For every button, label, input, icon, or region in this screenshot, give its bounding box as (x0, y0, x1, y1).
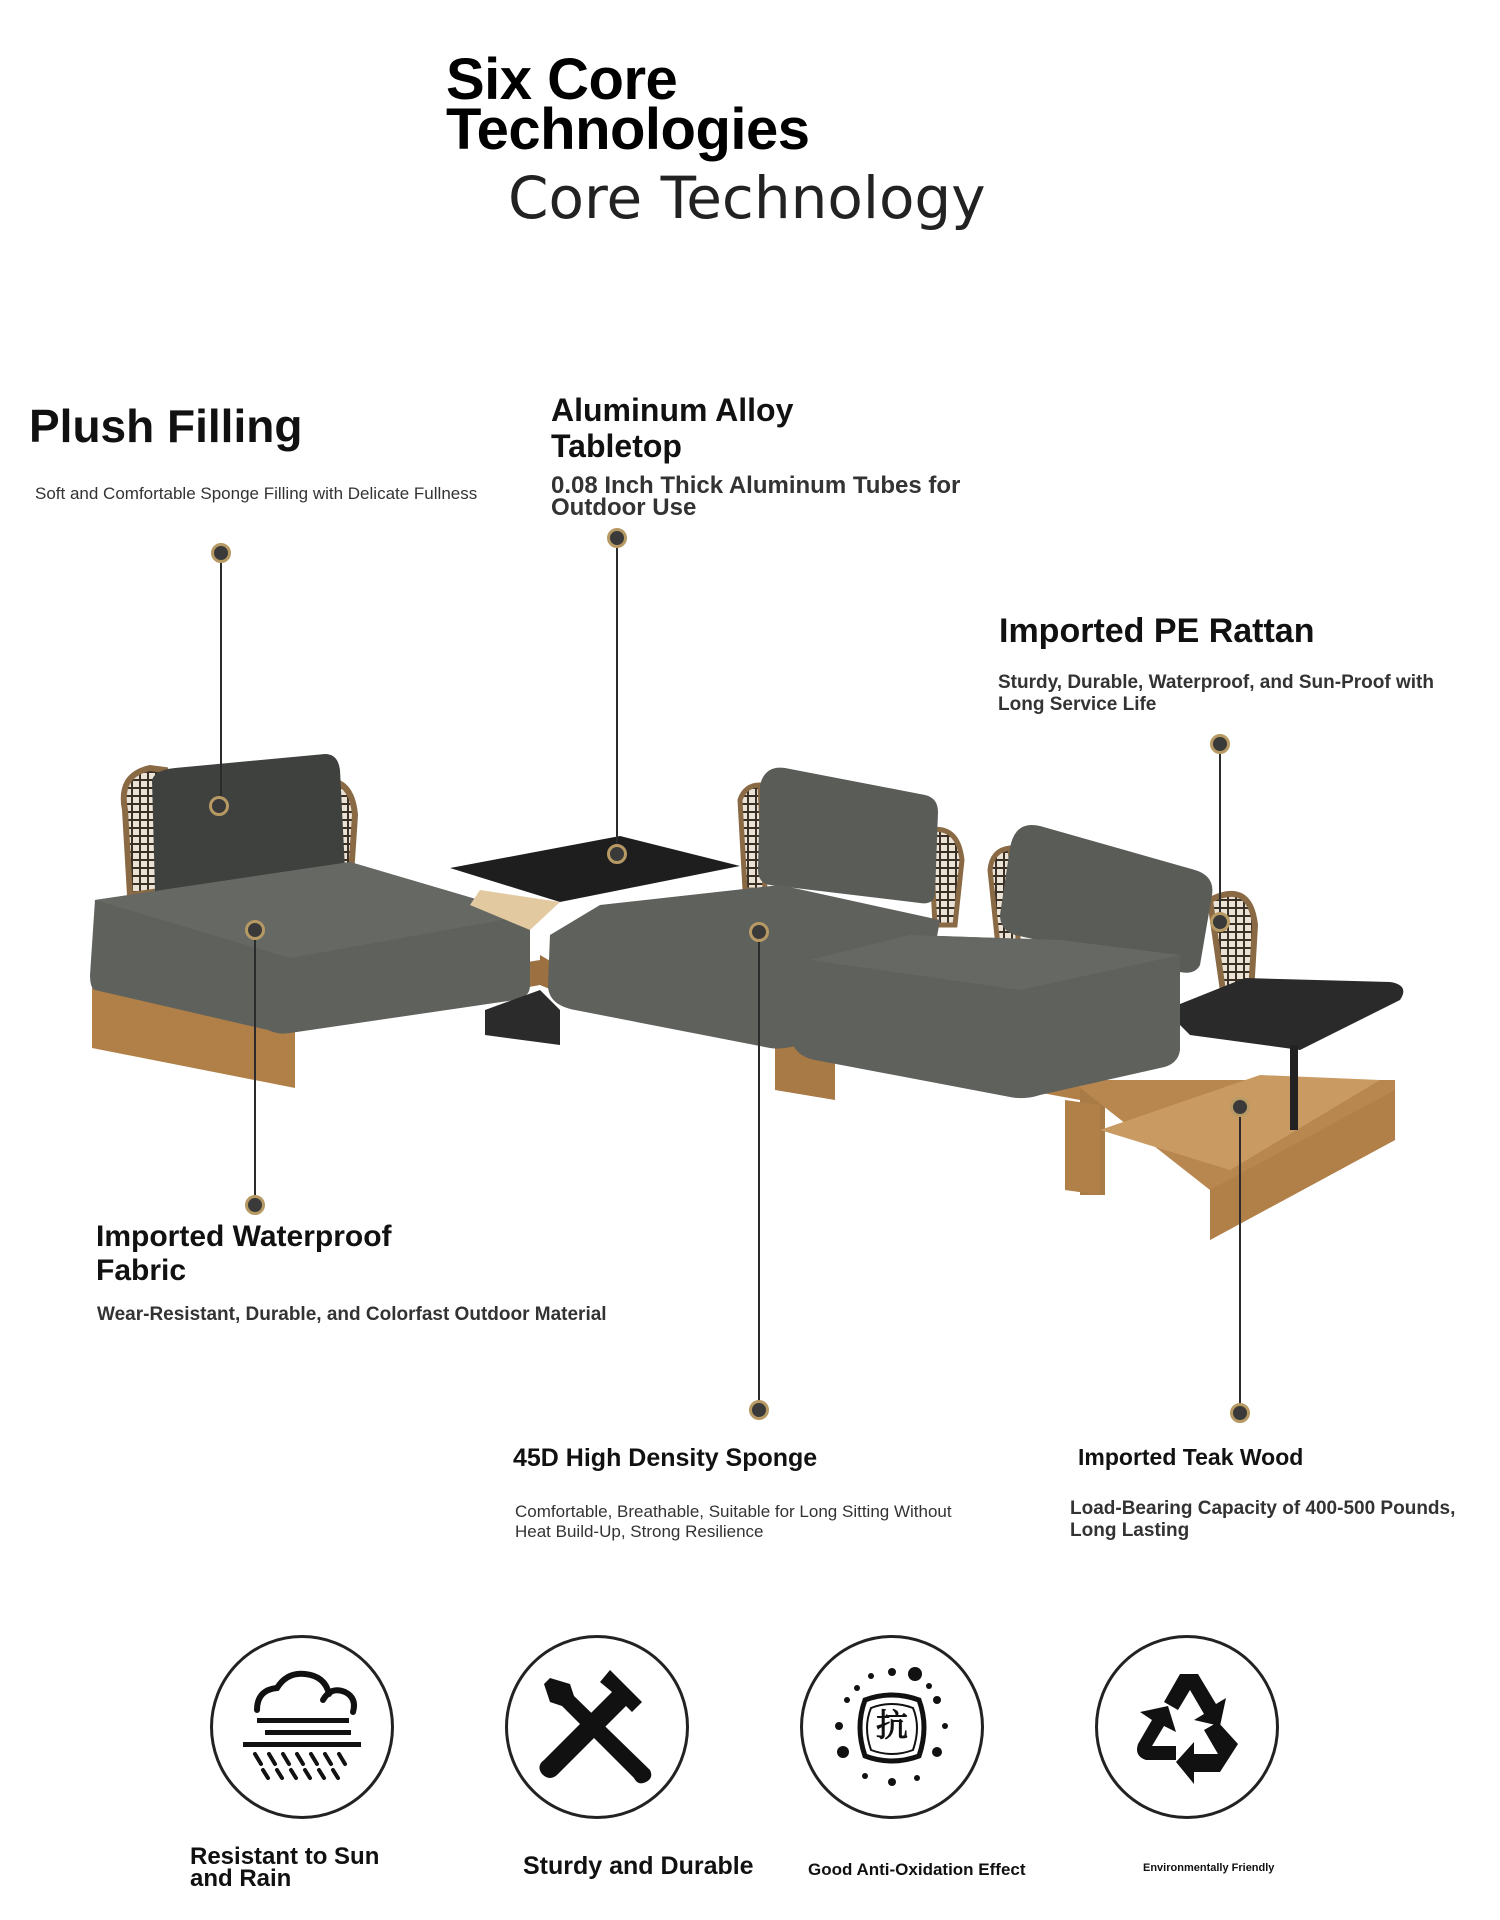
page-title-line1: Six Core (446, 47, 678, 112)
callout-dot-alloy-bottom (607, 844, 627, 864)
sun-rain-icon (235, 1660, 369, 1794)
feature-description: Soft and Comfortable Sponge Filling with Delicate Fullness (35, 484, 478, 503)
callout-line-fabric (254, 930, 256, 1205)
callout-dot-alloy-top (607, 528, 627, 548)
callout-dot-rattan-bottom (1210, 912, 1230, 932)
badge-sturdy (505, 1635, 689, 1819)
feature-title-line1: Aluminum Alloy (551, 392, 794, 428)
callout-dot-sponge-bottom (749, 1400, 769, 1420)
feature-title-line1: Imported Waterproof (96, 1220, 392, 1253)
page-title-line2: Technologies (446, 97, 810, 162)
feature-high-density-sponge (500, 1440, 1040, 1560)
feature-description-line2: Long Lasting (1070, 1520, 1190, 1541)
feature-description-line1: Sturdy, Durable, Waterproof, and Sun-Proof with (998, 672, 1434, 693)
feature-aluminum-alloy (548, 392, 1048, 532)
tools-icon (530, 1660, 664, 1794)
callout-dot-plush-bottom (209, 796, 229, 816)
feature-description-line2: Long Service Life (998, 694, 1157, 715)
feature-title: Plush Filling (29, 400, 303, 452)
callout-dot-rattan-top (1210, 734, 1230, 754)
feature-description-line1: 0.08 Inch Thick Aluminum Tubes for (551, 472, 961, 499)
feature-description-line1: Comfortable, Breathable, Suitable for Long Sitting Without (515, 1502, 952, 1521)
feature-description-line1: Load-Bearing Capacity of 400-500 Pounds, (1070, 1498, 1456, 1519)
feature-description-line2: Outdoor Use (551, 494, 697, 521)
feature-plush-filling (22, 393, 522, 523)
feature-description: Wear-Resistant, Durable, and Colorfast Outdoor Material (97, 1304, 607, 1325)
badge-label-sun-rain (190, 1843, 380, 1892)
left-sofa-module (90, 754, 540, 1088)
badge-anti-oxidation (800, 1635, 984, 1819)
callout-dot-teak-top (1230, 1097, 1250, 1117)
feature-title-line2: Tabletop (551, 428, 682, 464)
callout-dot-plush-top (211, 543, 231, 563)
badge-label-line1: Resistant to Sun (190, 1843, 380, 1870)
badge-label-line2: and Rain (190, 1865, 292, 1892)
feature-title: Imported PE Rattan (999, 612, 1315, 650)
badge-label-anti-oxidation: Good Anti-Oxidation Effect (808, 1860, 1026, 1879)
recycle-icon (1120, 1660, 1254, 1794)
callout-line-rattan (1219, 744, 1221, 922)
feature-waterproof-fabric (92, 1218, 652, 1338)
badge-environmentally-friendly (1095, 1635, 1279, 1819)
callout-dot-fabric-bottom (245, 1195, 265, 1215)
feature-title-line2: Fabric (96, 1254, 187, 1287)
page-subtitle: Core Technology (508, 164, 986, 232)
feature-pe-rattan (995, 610, 1495, 720)
callout-line-teak (1239, 1107, 1241, 1413)
badge-label-environmentally-friendly: Environmentally Friendly (1143, 1862, 1275, 1874)
callout-line-plush (220, 553, 222, 806)
badge-label-sturdy: Sturdy and Durable (523, 1852, 754, 1880)
feature-teak-wood (1060, 1440, 1500, 1560)
feature-title: 45D High Density Sponge (513, 1444, 818, 1472)
callout-line-alloy (616, 538, 618, 854)
callout-dot-teak-bottom (1230, 1403, 1250, 1423)
feature-description-line2: Heat Build-Up, Strong Resilience (515, 1522, 764, 1541)
callout-dot-sponge-top (749, 922, 769, 942)
feature-title: Imported Teak Wood (1078, 1444, 1304, 1470)
badge-sun-rain (210, 1635, 394, 1819)
callout-line-sponge (758, 932, 760, 1410)
callout-dot-fabric-top (245, 920, 265, 940)
anti-oxidation-glyph: 抗 (875, 1706, 908, 1744)
